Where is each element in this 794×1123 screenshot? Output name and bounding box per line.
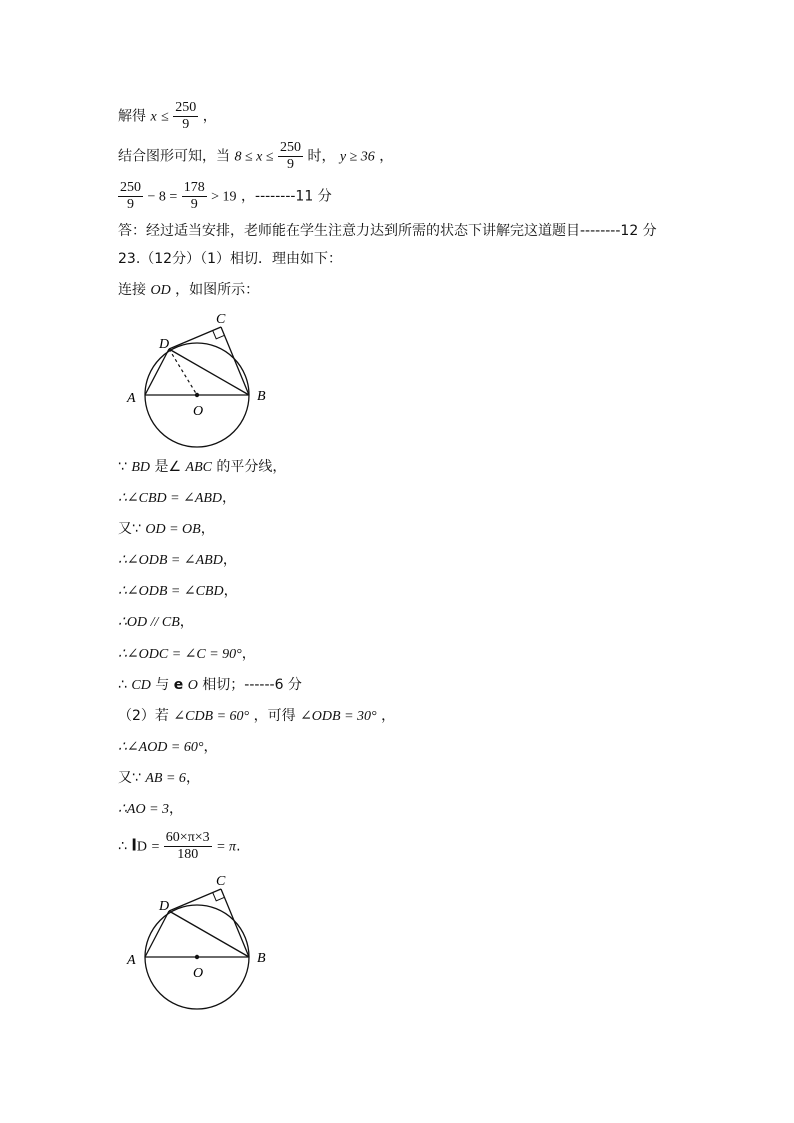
result: = π — [216, 839, 237, 855]
text: 结合图形可知，当 — [118, 148, 230, 165]
text: （2）若 — [118, 708, 169, 724]
label-o: O — [193, 404, 204, 419]
denominator: 9 — [127, 197, 134, 212]
circle-symbol: e — [173, 677, 184, 693]
chord-ad — [145, 349, 169, 395]
denominator: 180 — [177, 847, 199, 862]
text: ，如图所示： — [175, 282, 260, 298]
segment: BD — [131, 460, 151, 475]
equation: ∠CDB = 60° — [173, 709, 250, 724]
solution-line-3 — [118, 180, 332, 213]
punct: ， — [200, 521, 215, 537]
punct: ， — [379, 148, 394, 165]
text: 连接 — [118, 282, 146, 298]
fraction — [164, 830, 212, 863]
solution-line-15 — [118, 707, 395, 726]
equation: ∴AO = 3 — [118, 802, 170, 817]
point: O — [187, 678, 198, 693]
denominator: 9 — [182, 117, 190, 132]
text: 与 — [155, 677, 170, 693]
inequality: 8 ≤ x ≤ — [234, 149, 274, 165]
text: 是∠ — [154, 459, 182, 475]
text: ∴ — [118, 838, 127, 855]
expression: > 19 — [211, 189, 237, 205]
solution-line-14 — [118, 676, 302, 695]
punct: ， — [185, 770, 200, 786]
equation: ∴∠ODC = ∠C = 90° — [118, 647, 242, 662]
segment-cb — [221, 889, 249, 957]
geometry-figure-1 — [115, 305, 285, 455]
solution-line-8 — [118, 489, 236, 508]
equation: ∴∠AOD = 60° — [118, 740, 204, 755]
inequality: y ≥ 36 — [339, 149, 375, 165]
label-b: B — [257, 389, 266, 404]
solution-line-17 — [118, 769, 200, 788]
equation: ∴OD // CB — [118, 615, 180, 630]
label-a: A — [127, 391, 136, 406]
fraction — [118, 180, 143, 213]
equation: ∴∠ODB = ∠CBD — [118, 584, 224, 599]
solution-line-10 — [118, 551, 237, 570]
punct: ， — [223, 583, 238, 599]
fraction — [278, 140, 303, 173]
arc-symbol: l — [131, 835, 137, 855]
punct: ， — [202, 108, 217, 125]
segment: OD — [150, 283, 171, 298]
label-d: D — [159, 899, 170, 914]
label-c: C — [216, 874, 226, 889]
solution-line-2 — [118, 140, 393, 173]
chord-ad — [145, 911, 169, 957]
punct: . — [236, 838, 241, 855]
punct: ， — [222, 552, 237, 568]
punct: ， — [179, 614, 194, 630]
solution-line-12 — [118, 613, 194, 632]
text: ，可得 — [253, 708, 296, 724]
segment-db — [169, 911, 249, 957]
numerator: 250 — [280, 140, 301, 155]
punct: ， — [203, 739, 218, 755]
equation: ∴∠CBD = ∠ABD — [118, 491, 223, 506]
solution-line-9 — [118, 520, 215, 539]
operator: = — [151, 839, 160, 855]
text: 又∵ — [118, 770, 141, 786]
segment: CD — [131, 678, 151, 693]
text: 时， — [307, 148, 336, 165]
arc-letter: D — [136, 839, 147, 855]
equation: ∠ODB = 30° — [300, 709, 377, 724]
numerator: 250 — [175, 100, 197, 115]
numerator: 250 — [120, 180, 141, 195]
solution-line-6 — [118, 281, 259, 300]
equation: ∴∠ODB = ∠ABD — [118, 553, 223, 568]
question-23-heading: 23.（12分）（1）相切．理由如下： — [118, 251, 342, 267]
numerator: 178 — [183, 180, 205, 195]
text: 的平分线， — [216, 459, 287, 475]
text: 又∵ — [118, 521, 141, 537]
label-a: A — [127, 953, 136, 968]
label-c: C — [216, 312, 226, 327]
label-o: O — [193, 966, 204, 981]
text: ∴ — [118, 677, 127, 693]
solution-line-16 — [118, 738, 217, 757]
score-mark: ，--------11 分 — [241, 188, 332, 205]
equation: OD = OB — [145, 522, 201, 537]
solution-line-1 — [118, 100, 217, 133]
punct: ， — [241, 646, 256, 662]
solution-line-11 — [118, 582, 238, 601]
solution-line-13 — [118, 645, 256, 664]
punct: ， — [169, 801, 184, 817]
dashed-od — [169, 349, 197, 395]
segment-db — [169, 349, 249, 395]
numerator: 60×π×3 — [165, 830, 210, 845]
solution-line-7 — [118, 458, 286, 477]
center-dot — [195, 955, 199, 959]
solution-line-18 — [118, 800, 183, 819]
segment-cb — [221, 327, 249, 395]
fraction — [173, 100, 198, 133]
fraction — [182, 180, 207, 213]
variable: x — [150, 109, 157, 125]
text: 相切；------6 分 — [202, 677, 302, 693]
denominator: 9 — [287, 157, 294, 172]
expression: − 8 = — [147, 189, 178, 205]
geometry-figure-2 — [115, 866, 285, 1016]
punct: ， — [381, 708, 396, 724]
punct: ， — [222, 490, 237, 506]
answer-line: 答：经过适当安排，老师能在学生注意力达到所需的状态下讲解完这道题目--------12 分 — [118, 223, 657, 239]
equation: AB = 6 — [145, 771, 186, 786]
denominator: 9 — [190, 197, 198, 212]
label-b: B — [257, 951, 266, 966]
text: ∵ — [118, 459, 127, 475]
operator: ≤ — [161, 109, 169, 125]
angle: ABC — [185, 460, 212, 475]
label-d: D — [159, 337, 170, 352]
solution-line-19 — [118, 830, 241, 863]
text: 解得 — [118, 108, 146, 125]
center-dot — [195, 393, 199, 397]
